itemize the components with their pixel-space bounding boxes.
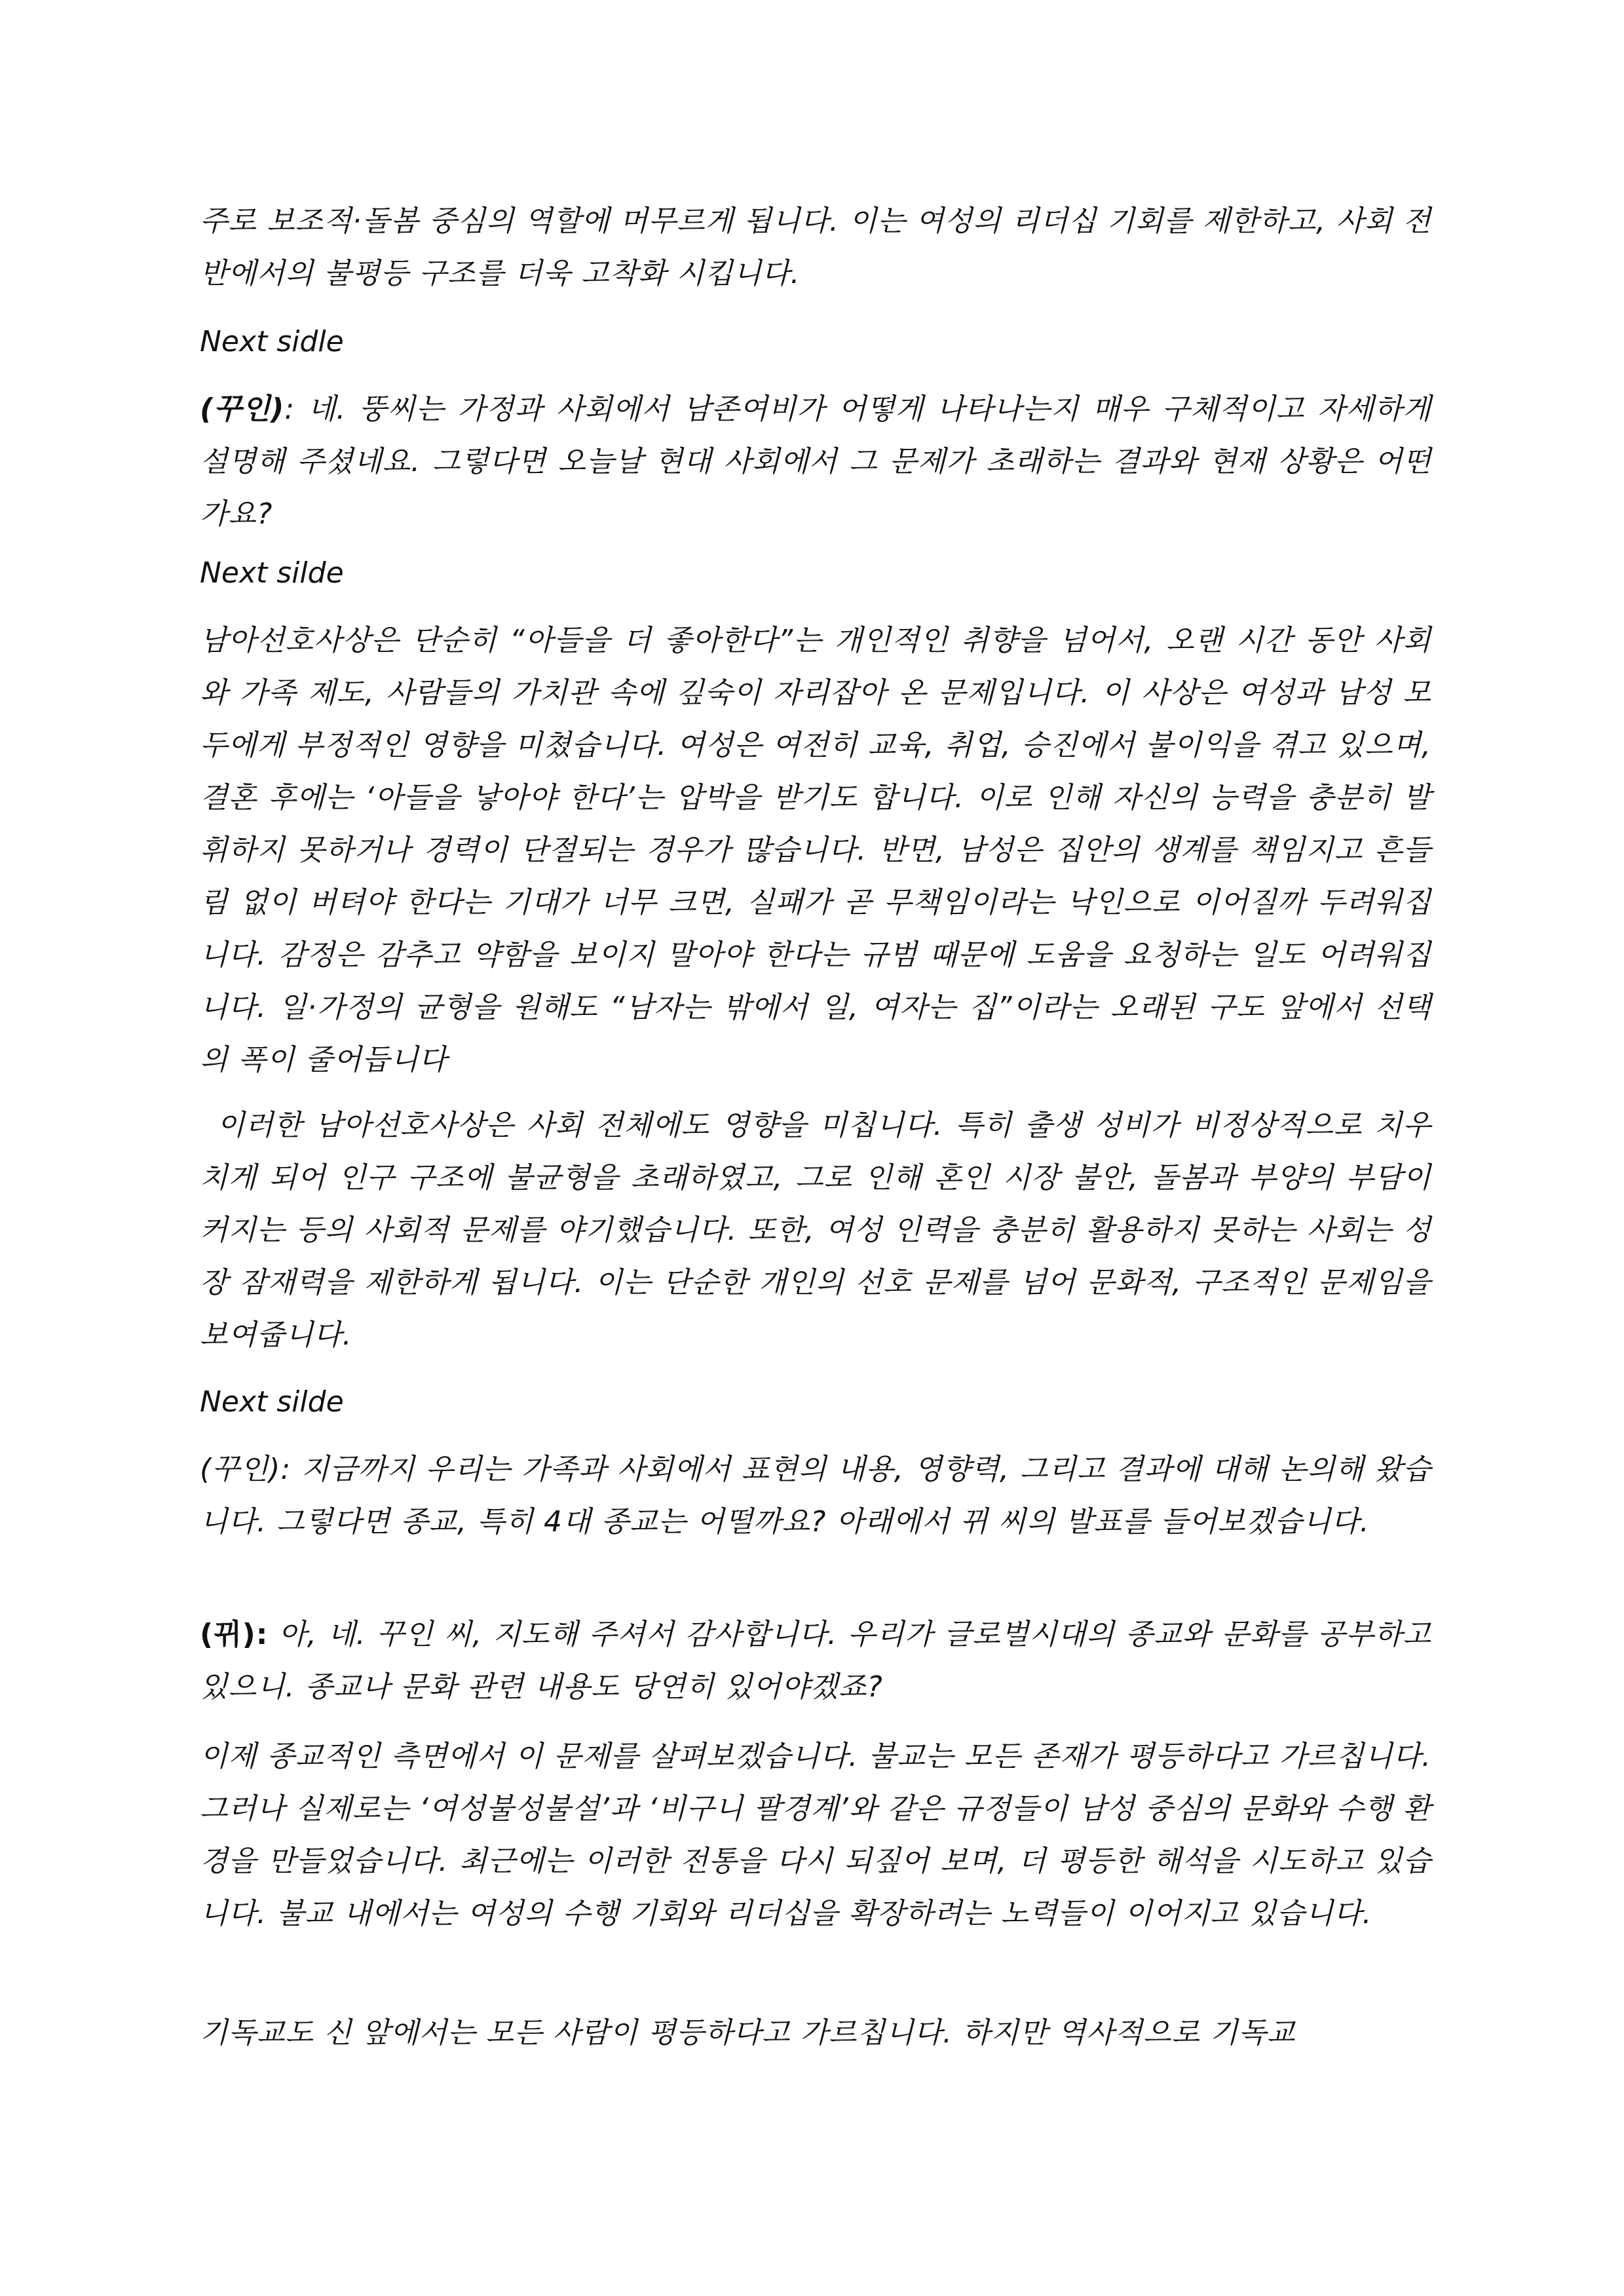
paragraph-buddhism: 이제 종교적인 측면에서 이 문제를 살펴보겠습니다. 불교는 모든 존재가 평등하다고 가르칩니다. 그러나 실제로는 ‘여성불성불설’과 ‘비구니 팔경계’와 같은 규정들이 남성 중심의 문화와 수행 환경을 만들었습니다. 최근에는 이러한 전통을 다시 되짚어 보며, 더 평등한 해석을 시도하고 있습니다. 불교 내에서는 여성의 수행 기회와 리더십을 확장하려는 노력들이 이어지고 있습니다. xyxy=(200,1740,1431,1930)
next-slide-label: Next sidle xyxy=(200,325,344,358)
speaker-label: (꾸인) xyxy=(200,392,285,426)
paragraph-speaker-reply xyxy=(200,1609,1431,1713)
speaker-label: (뀌): xyxy=(200,1618,269,1651)
next-slide-label: Next silde xyxy=(200,556,344,590)
paragraph-son-preference: 남아선호사상은 단순히 “아들을 더 좋아한다”는 개인적인 취향을 넘어서, 오랜 시간 동안 사회와 가족 제도, 사람들의 가치관 속에 깊숙이 자리잡아 온 문제입니다. 이 사상은 여성과 남성 모두에게 부정적인 영향을 미쳤습니다. 여성은 여전히 교육, 취업, 승진에서 불이익을 겪고 있으며, 결혼 후에는 ‘아들을 낳아야 한다’는 압박을 받기도 합니다. 이로 인해 자신의 능력을 충분히 발휘하지 못하거나 경력이 단절되는 경우가 많습니다. 반면, 남성은 집안의 생계를 책임지고 흔들림 없이 버텨야 한다는 기대가 너무 크면, 실패가 곧 무책임이라는 낙인으로 이어질까 두려워집니다. 감정은 감추고 약함을 보이지 말아야 한다는 규범 때문에 도움을 요청하는 일도 어려워집니다. 일·가정의 균형을 원해도 “남자는 밖에서 일, 여자는 집”이라는 오래된 구도 앞에서 선택의 폭이 줄어듭니다 xyxy=(200,624,1431,1077)
paragraph-role-limits: 주로 보조적·돌봄 중심의 역할에 머무르게 됩니다. 이는 여성의 리더십 기회를 제한하고, 사회 전반에서의 불평등 구조를 더욱 고착화 시킵니다. xyxy=(200,204,1431,290)
paragraph-christianity: 기독교도 신 앞에서는 모든 사람이 평등하다고 가르칩니다. 하지만 역사적으로 기독교 xyxy=(200,2016,1296,2050)
next-slide-label: Next silde xyxy=(200,1385,344,1419)
paragraph-host-transition: (꾸인): 지금까지 우리는 가족과 사회에서 표현의 내용, 영향력, 그리고 결과에 대해 논의해 왔습니다. 그렇다면 종교, 특히 4대 종교는 어떨까요? 아래에서 뀌 씨의 발표를 들어보겠습니다. xyxy=(200,1453,1431,1539)
paragraph-social-impact: 이러한 남아선호사상은 사회 전체에도 영향을 미칩니다. 특히 출생 성비가 비정상적으로 치우치게 되어 인구 구조에 불균형을 초래하였고, 그로 인해 혼인 시장 불안, 돌봄과 부양의 부담이 커지는 등의 사회적 문제를 야기했습니다. 또한, 여성 인력을 충분히 활용하지 못하는 사회는 성장 잠재력을 제한하게 됩니다. 이는 단순한 개인의 선호 문제를 넘어 문화적, 구조적인 문제임을 보여줍니다. xyxy=(200,1109,1431,1352)
speaker-text: : 네. 뚱씨는 가정과 사회에서 남존여비가 어떻게 나타나는지 매우 구체적이고 자세하게 설명해 주셨네요. 그렇다면 오늘날 현대 사회에서 그 문제가 초래하는 결과와 현재 상황은 어떤가요? xyxy=(200,392,1431,531)
speaker-text: 아, 네. 꾸인 씨, 지도해 주셔서 감사합니다. 우리가 글로벌시대의 종교와 문화를 공부하고 있으니. 종교나 문화 관련 내용도 당연히 있어야겠죠? xyxy=(200,1618,1431,1704)
paragraph-host-question xyxy=(200,383,1431,541)
